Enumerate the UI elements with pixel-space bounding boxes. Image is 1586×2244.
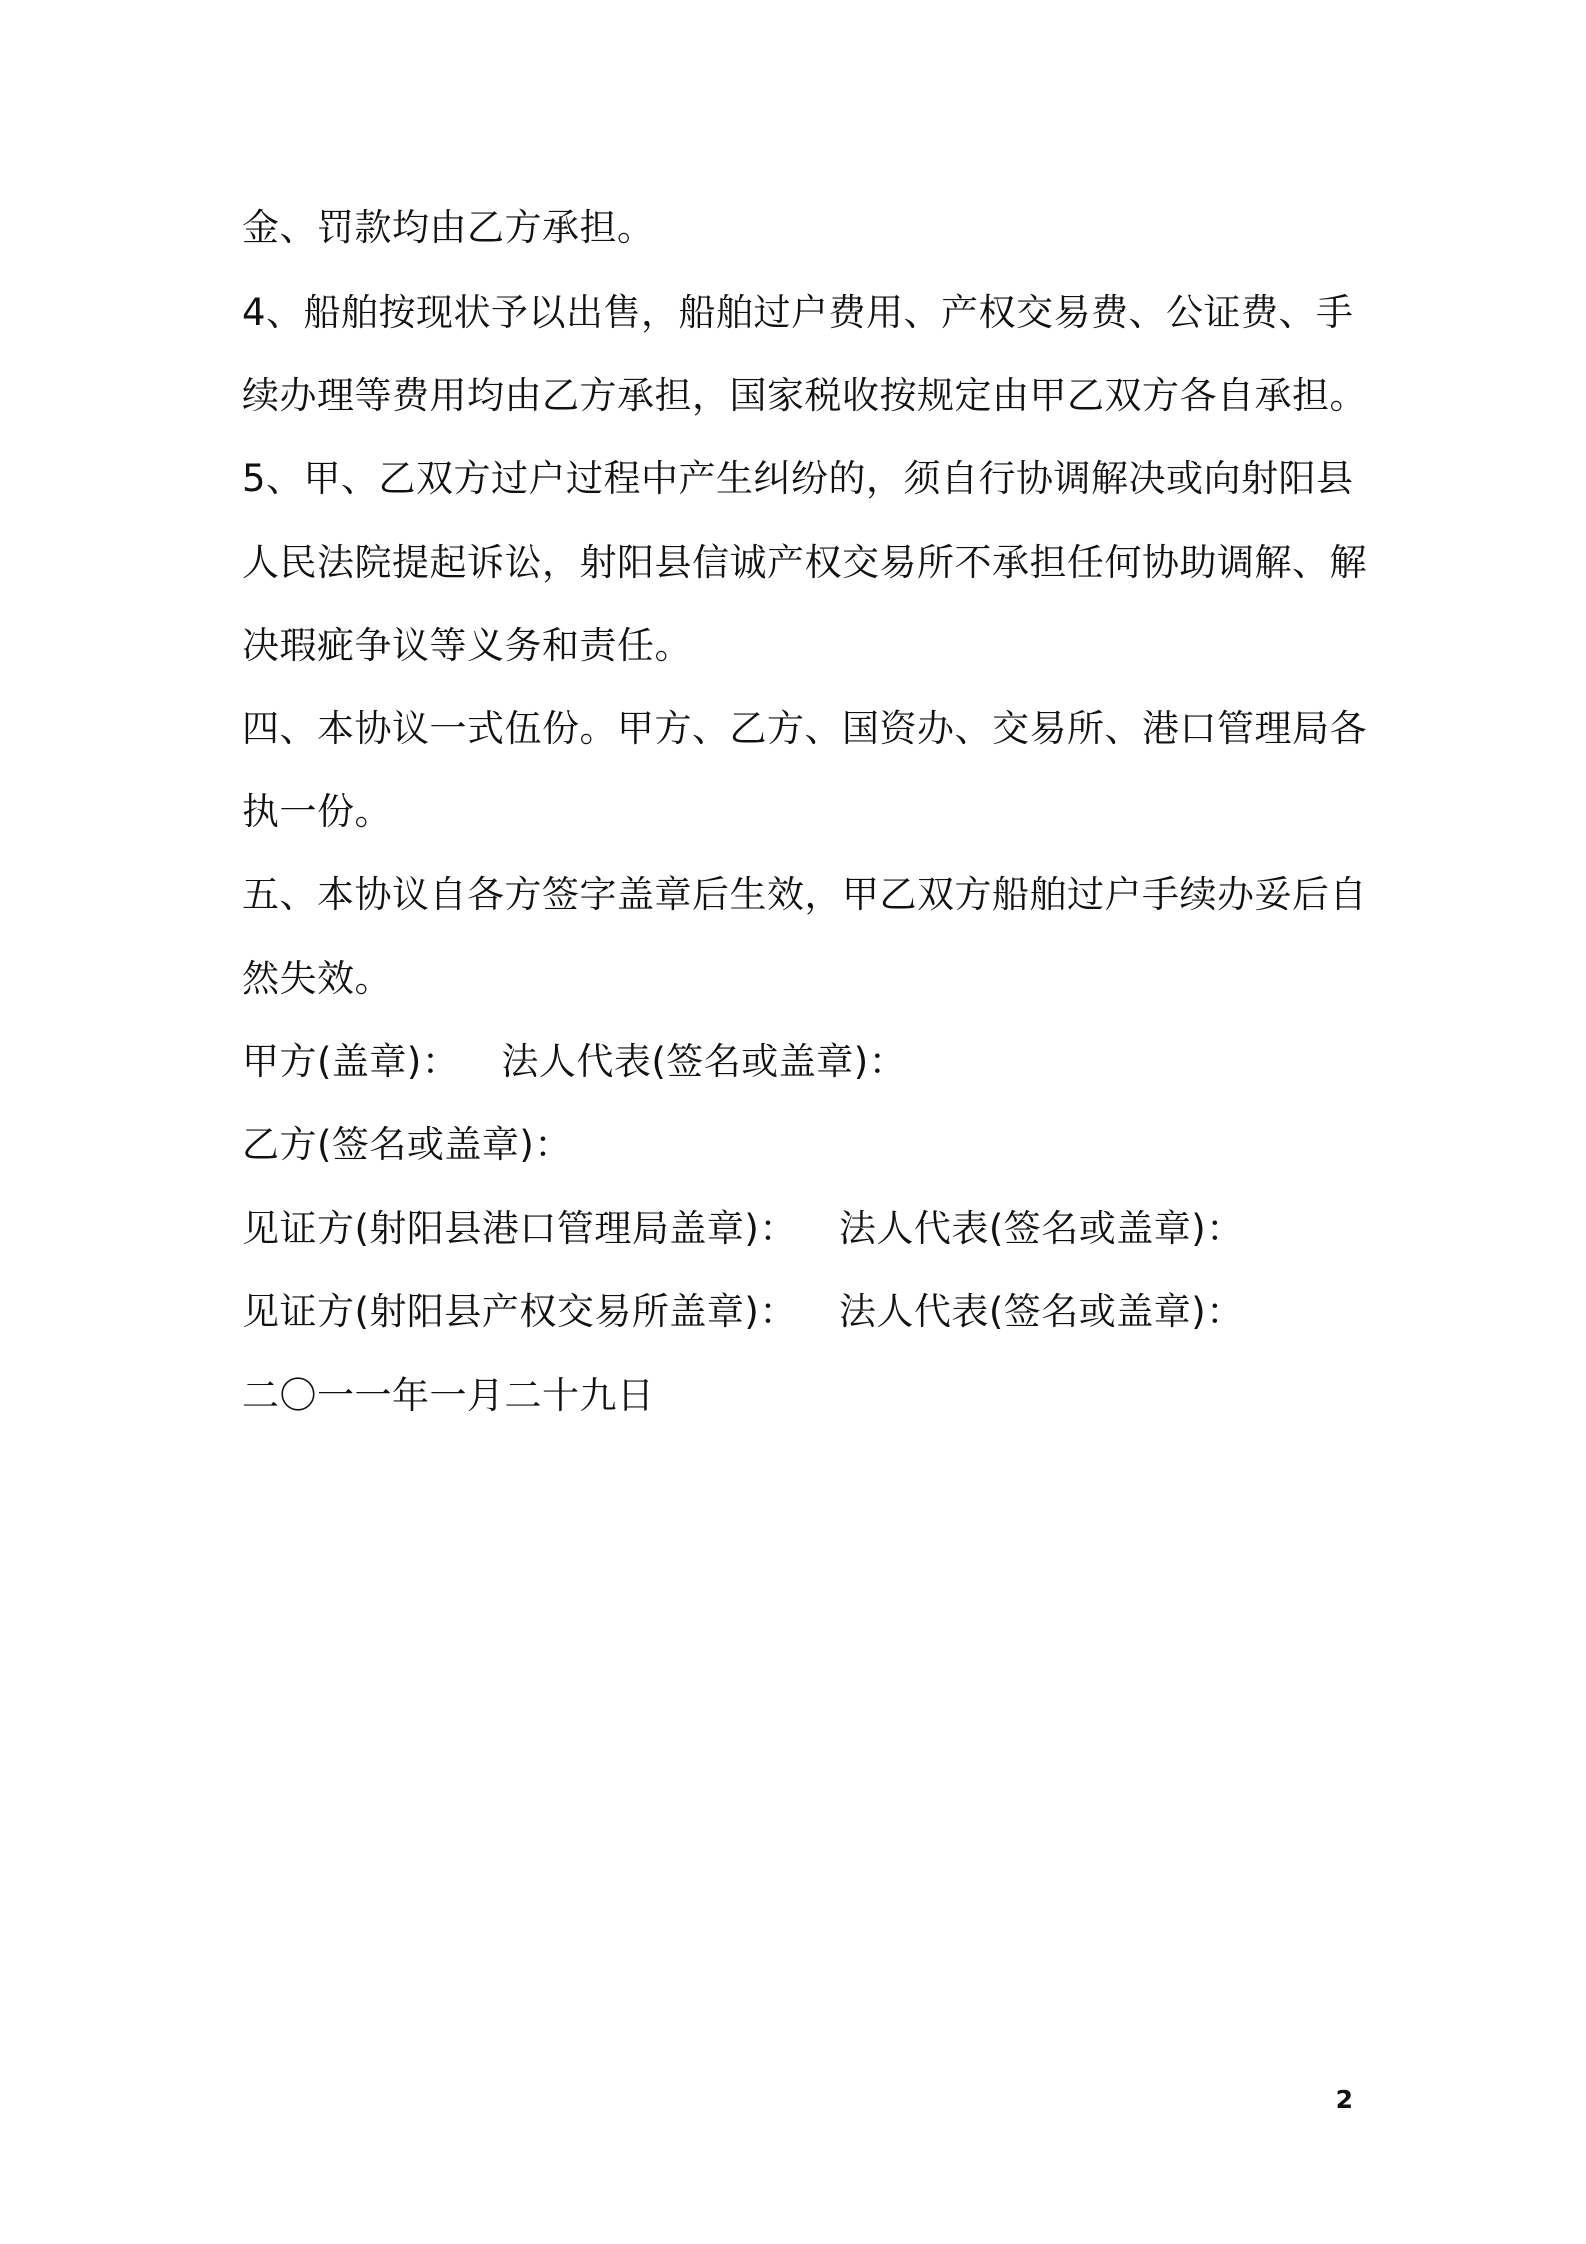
party-a-representative-label: 法人代表(签名或盖章)：: [501, 1040, 907, 1083]
party-b-seal-label: 乙方(签名或盖章)：: [242, 1123, 572, 1166]
clause-4-line-2: 续办理等费用均由乙方承担，国家税收按规定由甲乙双方各自承担。: [242, 374, 1367, 417]
signature-witness-exchange: [242, 1289, 1362, 1335]
section-5-line-2: 然失效。: [242, 957, 392, 1000]
signature-witness-port: [242, 1206, 1362, 1252]
clause-4-line-1: 4、船舶按现状予以出售，船舶过户费用、产权交易费、公证费、手: [242, 291, 1354, 334]
section-4-line-1: 四、本协议一式伍份。甲方、乙方、国资办、交易所、港口管理局各: [242, 707, 1367, 750]
section-5-line-1: 五、本协议自各方签字盖章后生效，甲乙双方船舶过户手续办妥后自: [242, 873, 1367, 916]
party-a-seal-label: 甲方(盖章)：: [242, 1040, 460, 1083]
clause-5-line-3: 决瑕疵争议等义务和责任。: [242, 624, 692, 667]
signing-date: 二〇一一年一月二十九日: [242, 1374, 655, 1417]
witness-exchange-seal-label: 见证方(射阳县产权交易所盖章)：: [242, 1290, 797, 1333]
section-4-line-2: 执一份。: [242, 790, 392, 833]
witness-port-seal-label: 见证方(射阳县港口管理局盖章)：: [242, 1207, 797, 1250]
witness-exchange-representative-label: 法人代表(签名或盖章)：: [838, 1290, 1244, 1333]
witness-port-representative-label: 法人代表(签名或盖章)：: [838, 1207, 1244, 1250]
paragraph-line-1: 金、罚款均由乙方承担。: [242, 206, 655, 249]
signature-party-b: [242, 1122, 1362, 1168]
clause-5-line-1: 5、甲、乙双方过户过程中产生纠纷的，须自行协调解决或向射阳县: [242, 457, 1354, 500]
signature-party-a: [242, 1039, 1362, 1085]
page-number: 2: [1335, 2085, 1353, 2114]
clause-5-line-2: 人民法院提起诉讼，射阳县信诚产权交易所不承担任何协助调解、解: [242, 541, 1367, 584]
